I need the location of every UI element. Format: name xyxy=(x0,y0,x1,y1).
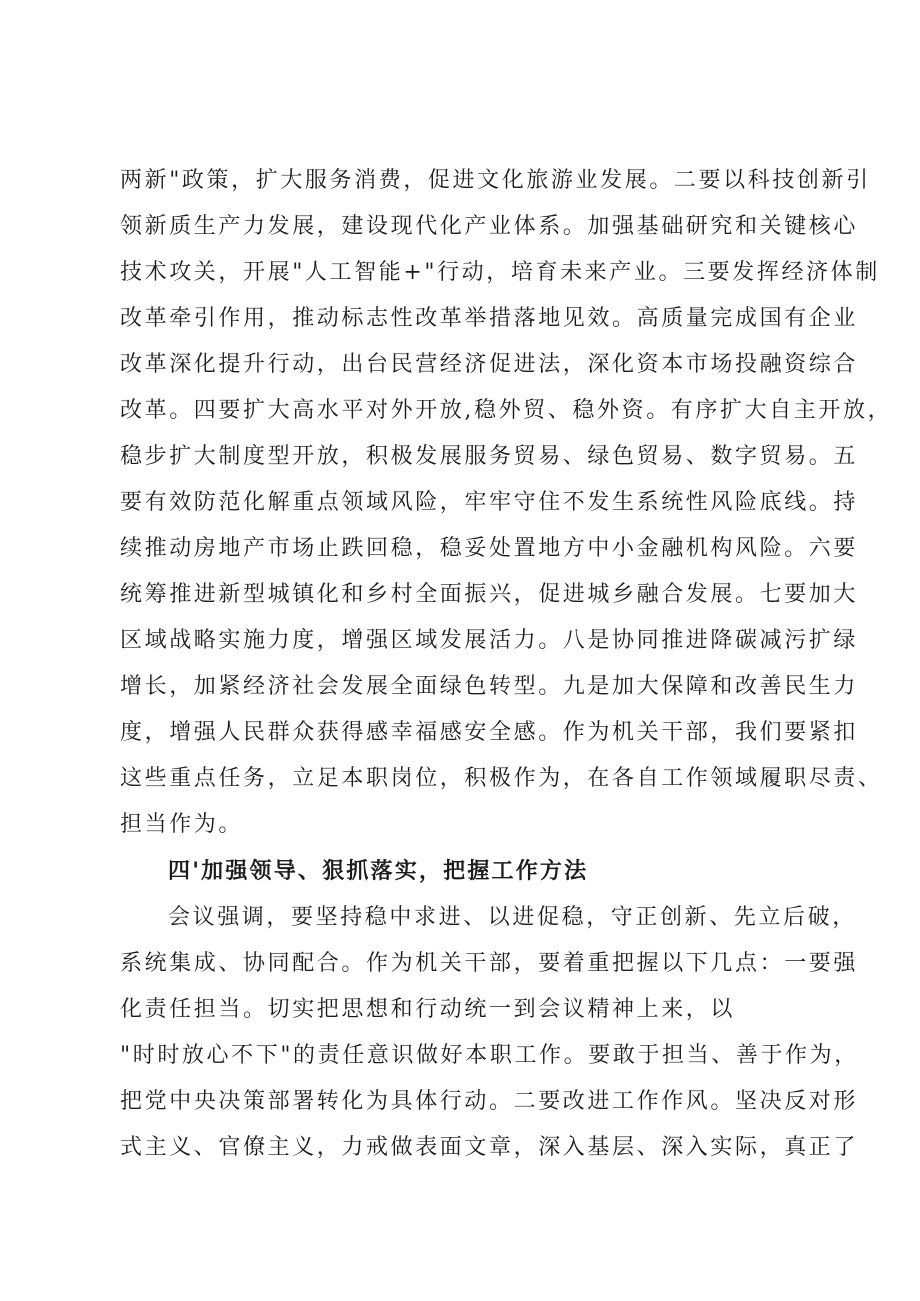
body-text-line: 式主义、官僚主义，力戒做表面文章，深入基层、深入实际，真正了 xyxy=(120,1135,859,1160)
body-text-line: 把党中央决策部署转化为具体行动。二要改进工作作风。坚决反对形 xyxy=(120,1089,859,1114)
body-text-line: 化责任担当。切实把思想和行动统一到会议精神上来，以 xyxy=(120,997,736,1022)
body-text-line: 续推动房地产市场止跌回稳，稳妥处置地方中小金融机构风险。六要 xyxy=(120,536,859,561)
body-text-line: 稳步扩大制度型开放，积极发展服务贸易、绿色贸易、数字贸易。五 xyxy=(120,444,859,469)
body-text-line: 改革牵引作用，推动标志性改革举措落地见效。高质量完成国有企业 xyxy=(120,306,859,331)
body-text-line: 改革。四要扩大高水平对外开放,稳外贸、稳外资。有序扩大自主开放， xyxy=(120,398,893,423)
body-text-line: 系统集成、协同配合。作为机关干部，要着重把握以下几点：一要强 xyxy=(120,951,859,976)
body-text-line: 统筹推进新型城镇化和乡村全面振兴，促进城乡融合发展。七要加大 xyxy=(120,582,859,607)
body-text-line: 担当作为。 xyxy=(120,812,244,837)
section-heading: 四'加强领导、狠抓落实，把握工作方法 xyxy=(168,859,589,884)
body-text-line: 改革深化提升行动，出台民营经济促进法，深化资本市场投融资综合 xyxy=(120,352,859,377)
body-text-line: 技术攻关，开展"人工智能+"行动，培育未来产业。三要发挥经济体制 xyxy=(120,260,880,285)
body-text-line: 两新"政策，扩大服务消费，促进文化旅游业发展。二要以科技创新引 xyxy=(120,168,871,193)
body-text-line: 要有效防范化解重点领域风险，牢牢守住不发生系统性风险底线。持 xyxy=(120,490,859,515)
body-text-line: 区域战略实施力度，增强区域发展活力。八是协同推进降碳减污扩绿 xyxy=(120,628,859,653)
body-text-line: 增长，加紧经济社会发展全面绿色转型。九是加大保障和改善民生力 xyxy=(120,674,859,699)
body-text-line: 度，增强人民群众获得感幸福感安全感。作为机关干部，我们要紧扣 xyxy=(120,720,859,745)
body-text-line: 领新质生产力发展，建设现代化产业体系。加强基础研究和关键核心 xyxy=(120,214,859,239)
body-text-line: 会议强调，要坚持稳中求进、以进促稳，守正创新、先立后破， xyxy=(168,905,857,930)
body-text-line: "时时放心不下"的责任意识做好本职工作。要敢于担当、善于作为， xyxy=(120,1043,859,1068)
body-text-line: 这些重点任务，立足本职岗位，积极作为，在各自工作领域履职尽责、 xyxy=(120,766,883,791)
